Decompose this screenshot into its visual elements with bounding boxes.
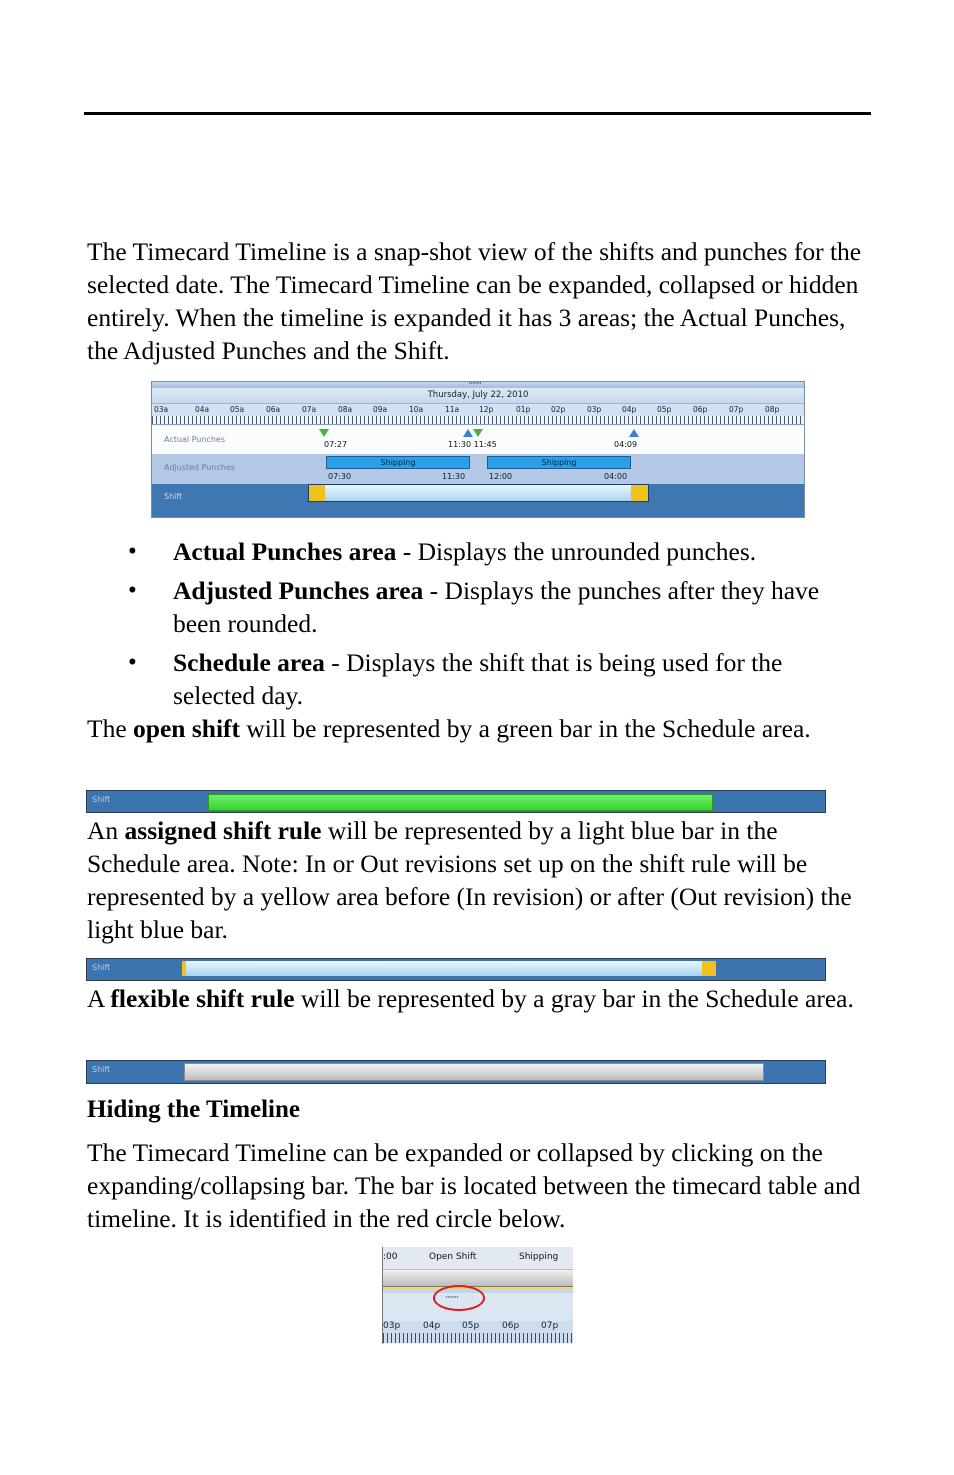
table-cell: :00 (383, 1252, 398, 1262)
strip-label: Shift (92, 795, 111, 804)
assigned-shift-bar[interactable] (308, 484, 649, 502)
hour-label: 05p (462, 1321, 480, 1331)
timeline-ticks (152, 416, 804, 425)
timeline-date: Thursday, July 22, 2010 (152, 388, 804, 404)
adjusted-time: 11:30 (442, 472, 466, 481)
row-label-actual: Actual Punches (164, 435, 225, 444)
open-shift-paragraph: The open shift will be represented by a green bar in the Schedule area. (87, 714, 811, 743)
out-revision-area (631, 485, 648, 501)
in-revision-area (309, 485, 325, 501)
hour-label: 05p (657, 405, 672, 414)
timeline-ticks (383, 1333, 573, 1343)
intro-paragraph: The Timecard Timeline is a snap-shot view of the shifts and punches for the selected date. The Timecard Timeline can be expanded, collapsed or hidden entirely. When the timeline is expanded it has 3 areas; the Actual Punches, the Adjusted Punches and the Shift. (87, 237, 862, 365)
hour-label: 04p (423, 1321, 441, 1331)
hour-label: 07a (302, 405, 317, 414)
adjusted-time: 07:30 (328, 472, 352, 481)
area-list (126, 535, 846, 718)
hour-label: 02p (551, 405, 566, 414)
expander-dots: ······· (468, 381, 482, 389)
punch-time: 07:27 (324, 440, 348, 449)
list-item: • Adjusted Punches area - Displays the punches after they have been rounded. (126, 574, 846, 640)
row-label-shift: Shift (164, 492, 183, 501)
hour-label: 12p (479, 405, 494, 414)
punch-in-arrow-icon[interactable] (319, 429, 329, 437)
hour-label: 01p (516, 405, 531, 414)
header-rule (84, 112, 871, 115)
actual-punches-row (152, 426, 804, 455)
punch-in-arrow-icon[interactable] (473, 429, 483, 437)
hour-label: 07p (729, 405, 744, 414)
hour-label: 08p (765, 405, 780, 414)
hiding-paragraph: The Timecard Timeline can be expanded or collapsed by clicking on the expanding/collapsing bar. The bar is located between the timecard table and timeline. It is identified in the red circle below. (87, 1138, 861, 1233)
timeline-screenshot (151, 381, 805, 518)
adjusted-time: 04:00 (604, 472, 628, 481)
list-item: • Schedule area - Displays the shift that is being used for the selected day. (126, 646, 846, 712)
red-circle-highlight (433, 1285, 485, 1311)
hour-label: 07p (541, 1321, 559, 1331)
table-cell: Open Shift (429, 1252, 477, 1262)
hour-label: 04p (622, 405, 637, 414)
strip-label: Shift (92, 1065, 111, 1074)
timeline-expander-bar[interactable] (152, 382, 804, 388)
timeline-hour-scale (152, 404, 804, 416)
hour-label: 03a (154, 405, 169, 414)
adjusted-shift-bar[interactable]: Shipping (326, 456, 470, 469)
row-label-adjusted: Adjusted Punches (164, 463, 235, 472)
expander-dots: ······· (445, 1293, 459, 1303)
adjusted-time: 12:00 (489, 472, 513, 481)
expander-screenshot (382, 1247, 573, 1344)
hour-label: 05a (230, 405, 245, 414)
flexible-shift-strip (86, 1060, 826, 1084)
timecard-table-footer (383, 1270, 573, 1287)
open-shift-green-bar (208, 794, 713, 811)
adjusted-shift-bar[interactable]: Shipping (487, 456, 631, 469)
hour-label: 08a (338, 405, 353, 414)
hour-label: 11a (445, 405, 460, 414)
hour-label: 06p (693, 405, 708, 414)
adjusted-punches-row (152, 454, 804, 485)
hour-label: 10a (409, 405, 424, 414)
assigned-shift-strip (86, 958, 826, 981)
expand-collapse-bar[interactable] (383, 1287, 573, 1321)
hiding-heading: Hiding the Timeline (87, 1096, 301, 1123)
in-revision-area (182, 961, 186, 976)
timeline-hour-scale (383, 1321, 573, 1333)
flexible-shift-paragraph: A flexible shift rule will be represented by a gray bar in the Schedule area. (87, 984, 854, 1013)
hour-label: 03p (383, 1321, 401, 1331)
hour-label: 06p (502, 1321, 520, 1331)
assigned-shift-paragraph: An assigned shift rule will be represented by a light blue bar in the Schedule area. Note: In or Out revisions set up on the shift rule will be represented by a yellow area before (In revision) or after (Out revision) the light blue bar. (87, 816, 852, 944)
out-revision-area (702, 961, 716, 976)
assigned-shift-blue-bar (182, 961, 716, 976)
shift-row (152, 484, 804, 517)
list-item: • Actual Punches area - Displays the unrounded punches. (126, 535, 846, 568)
hour-label: 06a (266, 405, 281, 414)
hour-label: 03p (587, 405, 602, 414)
hour-label: 04a (195, 405, 210, 414)
punch-time: 11:30 11:45 (448, 440, 497, 449)
strip-label: Shift (92, 963, 111, 972)
table-cell: Shipping (519, 1252, 559, 1262)
punch-out-arrow-icon[interactable] (629, 429, 639, 437)
timecard-table-row (383, 1247, 573, 1270)
open-shift-strip (86, 790, 826, 813)
punch-time: 04:09 (614, 440, 638, 449)
flexible-shift-gray-bar (184, 1063, 764, 1081)
hour-label: 09a (373, 405, 388, 414)
punch-out-arrow-icon[interactable] (463, 429, 473, 437)
